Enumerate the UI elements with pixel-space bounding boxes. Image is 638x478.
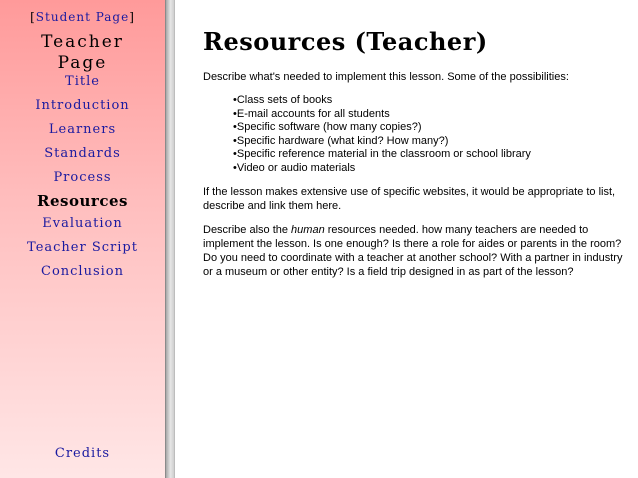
sidebar-item-introduction[interactable]: Introduction [35,98,130,113]
bracket-close: ] [129,10,135,24]
resource-list [203,94,623,175]
human-resources-paragraph [203,223,623,279]
sidebar-item-process[interactable]: Process [53,170,112,185]
websites-paragraph: If the lesson makes extensive use of specific websites, it would be appropriate to list, describe and link them here. [203,186,616,212]
sidebar-item-evaluation[interactable]: Evaluation [42,216,123,231]
sidebar [0,0,165,478]
list-item: • Video or audio materials [233,162,623,176]
emphasis-human: human [291,224,325,236]
intro-text: Describe what's needed to implement this lesson. Some of the possibilities: [203,71,569,83]
sidebar-title [0,32,165,74]
sidebar-item-standards[interactable]: Standards [44,146,121,161]
sidebar-item-learners[interactable]: Learners [48,122,117,137]
page-title: Resources (Teacher) [203,27,488,56]
sidebar-title-line1: Teacher [41,32,124,52]
sidebar-item-credits[interactable]: Credits [54,446,111,461]
list-item: • E-mail accounts for all students [233,108,623,122]
sidebar-divider [165,0,175,478]
sidebar-item-title[interactable]: Title [65,74,100,89]
bracket-open: [ [30,10,36,24]
sidebar-item-teacher-script[interactable]: Teacher Script [27,240,138,255]
student-page-link-row [0,10,165,24]
paragraph-text-rest: resources needed. how many teachers are needed to implement the lesson. Is one enough? Is there a role for aides or parents in the room? Do you need to coordinate with a teacher at another school? With a partner in industry or a museum or other entity? Is a field trip designed in as part of the lesson? [203,224,623,278]
sidebar-item-resources: Resources [37,192,128,210]
sidebar-title-line2: Page [57,53,108,73]
sidebar-item-conclusion[interactable]: Conclusion [41,264,124,279]
paragraph-text-start: Describe also the [203,224,292,236]
main-content [203,28,623,279]
student-page-link[interactable]: Student Page [35,10,130,24]
list-item: • Specific hardware (what kind? How many?) [233,135,623,149]
list-item: • Specific reference material in the classroom or school library [233,148,623,162]
list-item: • Specific software (how many copies?) [233,121,623,135]
list-item: • Class sets of books [233,94,623,108]
